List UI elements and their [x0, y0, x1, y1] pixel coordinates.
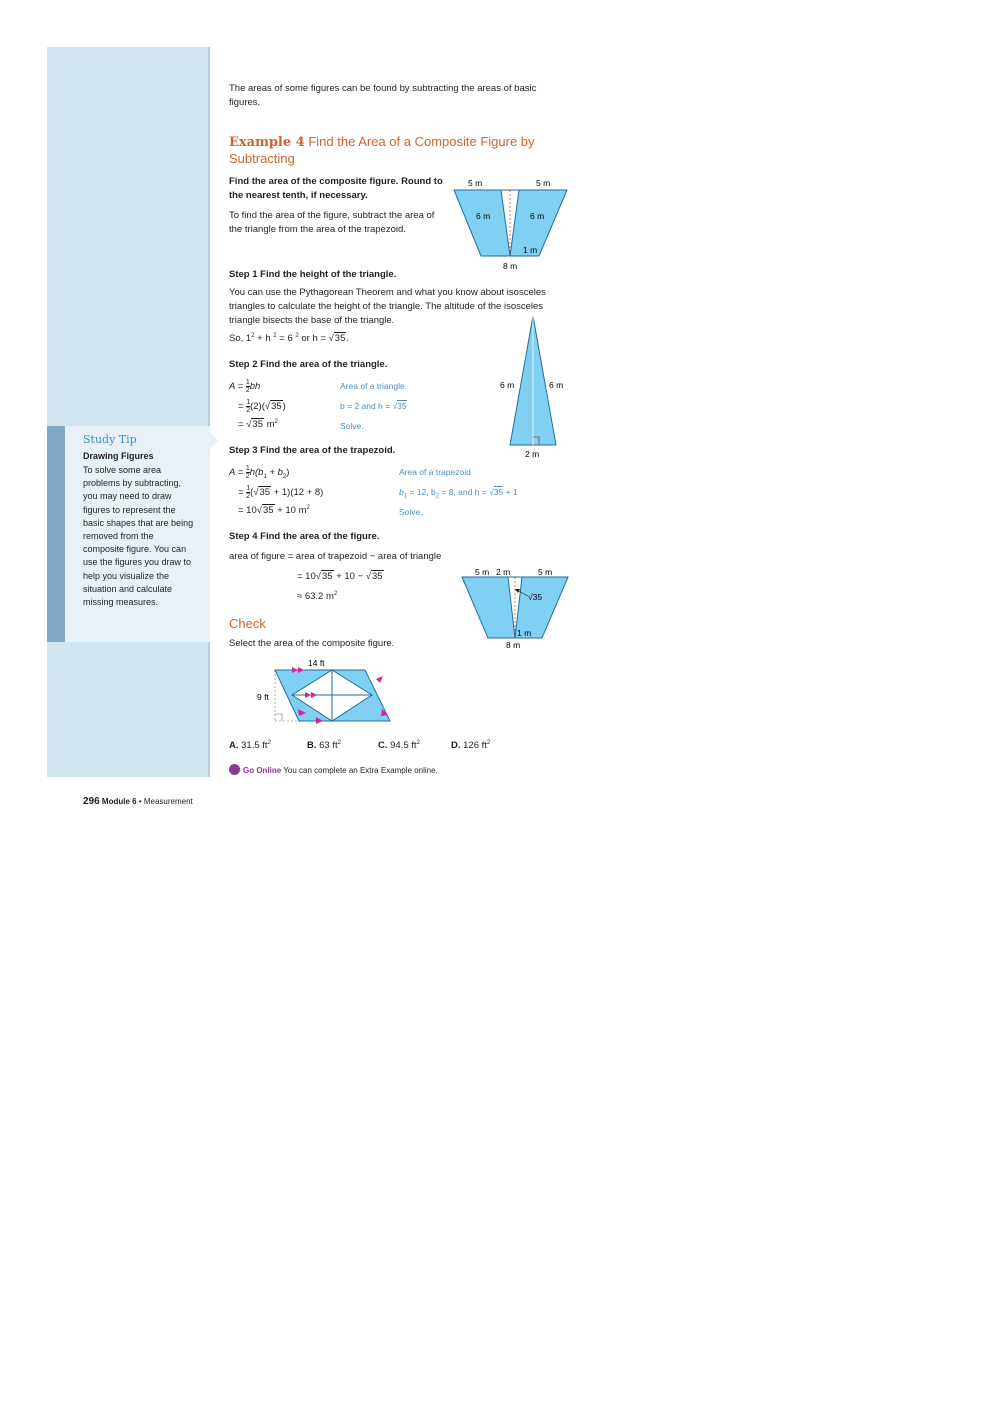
- step4-heading: Step 4 Find the area of the figure.: [229, 531, 380, 542]
- step4-l2-root: 35: [321, 571, 333, 582]
- answer-value: 31.5 ft: [241, 740, 268, 752]
- answer-choice-d[interactable]: [451, 740, 490, 751]
- figure3-top-mid-label: 2 m: [496, 567, 511, 577]
- step2-heading: Step 2 Find the area of the triangle.: [229, 359, 388, 370]
- step2-l3-sup: 2: [274, 419, 278, 425]
- answer-sup: 2: [486, 740, 491, 746]
- check-side-label: 9 ft: [257, 692, 269, 702]
- study-tip-accent-bar: [47, 426, 65, 642]
- step2-l3-end: m: [263, 419, 275, 431]
- step3-l3-root: 35: [262, 505, 274, 517]
- step3-l3-end: + 10 m: [274, 505, 307, 517]
- figure2-left-label: 6 m: [500, 380, 515, 390]
- step2-line3: = √35 $m^2$: [238, 419, 278, 431]
- check-side-arrow: [376, 676, 383, 683]
- step3-l3-text: = 10: [238, 505, 257, 517]
- step3-line1: [229, 465, 289, 480]
- step1-eq-part: or h =: [298, 333, 329, 345]
- step1-eq-part: .: [346, 333, 349, 345]
- step2-l2-root: 35: [271, 401, 282, 413]
- intro-text: The areas of some figures can be found by subtracting the areas of basic figures.: [229, 83, 537, 108]
- figure1-inner-label: 1 m: [523, 245, 538, 255]
- figure1-top-right-label: 5 m: [536, 178, 551, 188]
- answer-sup: 2: [337, 740, 341, 746]
- step1-eq-sup: 2: [251, 333, 255, 339]
- figure1-bottom-label: 8 m: [503, 261, 518, 271]
- answer-letter: C.: [378, 740, 388, 752]
- step4-l2-text: + 10 −: [333, 571, 366, 582]
- study-tip-pointer: [208, 430, 218, 452]
- footer-module: Module 6: [101, 797, 137, 806]
- fraction-num: 1: [246, 399, 251, 406]
- step2-l2-end: (2)(: [250, 401, 265, 413]
- example-prompt: Find the area of the composite figure. Round to the nearest tenth, if necessary.: [229, 176, 443, 201]
- answer-letter: D.: [451, 740, 461, 752]
- answer-sup: 2: [416, 740, 420, 746]
- study-tip-title: Study Tip: [83, 433, 137, 446]
- step1-heading: Step 1 Find the height of the triangle.: [229, 269, 397, 280]
- step3-l2-root: 35: [259, 487, 271, 499]
- step1-eq-part: + h: [254, 333, 274, 345]
- step3-note2-sub: 2: [435, 493, 440, 500]
- triangle-figure: [496, 312, 571, 462]
- composite-figure-2: [458, 564, 573, 654]
- step2-note1: Area of a triangle: [340, 381, 405, 391]
- example-title: [229, 134, 559, 167]
- check-figure: [250, 655, 400, 727]
- go-online-label: Go Online: [243, 766, 282, 775]
- fraction-num: 1: [245, 379, 250, 386]
- fraction-den: 2: [246, 407, 251, 414]
- step3-l1-sub: 2: [282, 473, 287, 480]
- step3-line2: = $\frac{1}{2}$ (√35 + 1)(12 + 8): [238, 485, 324, 500]
- step3-note1: Area of a trapezoid: [399, 467, 471, 477]
- step4-line1: area of figure = area of trapezoid − area of triangle: [229, 551, 442, 562]
- answer-sup: 2: [267, 740, 271, 746]
- step4-l2-root: 35: [372, 571, 383, 582]
- fraction-num: 1: [246, 485, 251, 492]
- step2-l1-text: A =: [229, 381, 246, 393]
- step3-note3: Solve.: [399, 507, 423, 517]
- step3-note2-text: = 8, and h =: [439, 487, 490, 497]
- fraction-den: 2: [245, 473, 250, 480]
- step3-note2-root: 35: [493, 487, 504, 497]
- step3-line3: = 10√35 + 10 $m^2$: [238, 505, 310, 517]
- answer-value: 94.5 ft: [390, 740, 417, 752]
- step4-l3-sup: 2: [333, 591, 338, 597]
- step1-eq-root: 35: [334, 333, 346, 345]
- figure3-root-value: 35: [532, 592, 543, 602]
- study-tip-heading: Drawing Figures: [83, 451, 154, 461]
- step1-eq-sup: 2: [295, 333, 299, 339]
- step2-note3: Solve.: [340, 421, 364, 431]
- answer-value: 63 ft: [319, 740, 338, 752]
- example-explanation: To find the area of the figure, subtract the area of the triangle from the area of the trapezoid.: [229, 210, 435, 235]
- page-footer: [83, 796, 193, 807]
- answer-letter: A.: [229, 740, 239, 752]
- figure3-root-label: √35: [528, 592, 543, 602]
- step2-line1: [229, 379, 260, 394]
- step3-l2-open: (: [250, 487, 254, 499]
- go-online-link[interactable]: [229, 764, 438, 775]
- sidebar-divider: [208, 47, 210, 777]
- answer-choice-b[interactable]: [307, 740, 341, 751]
- step4-l3-text: ≈ 63.2 m: [297, 591, 334, 603]
- fraction-num: 1: [245, 465, 250, 472]
- answer-choice-a[interactable]: [229, 740, 271, 751]
- step3-l2-end: + 1)(12 + 8): [271, 487, 324, 499]
- go-online-icon: [229, 764, 240, 775]
- step3-l1-text: A =: [229, 467, 246, 479]
- answer-choice-c[interactable]: [378, 740, 420, 751]
- step3-l3-sup: 2: [306, 505, 310, 511]
- figure3-top-right-label: 5 m: [538, 567, 553, 577]
- composite-figure-1: [448, 172, 573, 272]
- step1-text: You can use the Pythagorean Theorem and what you know about isosceles triangles to calculate the height of the triangle. The altitude of the isosceles triangle bisects the base of the triangle.: [229, 287, 546, 326]
- example-label: Example 4: [229, 135, 305, 150]
- fraction-den: 2: [246, 493, 251, 500]
- sidebar-panel: [47, 47, 209, 777]
- step2-line2: = $\frac{1}{2}$ (2)(√35): [238, 399, 286, 414]
- footer-topic: Measurement: [143, 797, 193, 806]
- step3-heading: Step 3 Find the area of the trapezoid.: [229, 445, 396, 456]
- figure1-side-left-label: 6 m: [476, 211, 491, 221]
- check-prompt: Select the area of the composite figure.: [229, 638, 395, 649]
- step1-eq-part: = 6: [276, 333, 296, 345]
- step3-l1-plus: + b: [266, 467, 283, 479]
- go-online-text: You can complete an Extra Example online.: [281, 766, 438, 775]
- figure2-base-label: 2 m: [525, 449, 540, 459]
- figure3-bottom-label: 8 m: [506, 640, 521, 650]
- step2-l3-text: =: [238, 419, 247, 431]
- figure2-right-label: 6 m: [549, 380, 564, 390]
- step3-note2-text: = 12, b: [407, 487, 436, 497]
- check-top-label: 14 ft: [308, 658, 325, 668]
- study-tip-body: To solve some area problems by subtracting, you may need to draw figures to represent the basic shapes that are being removed from the composite figure. You can use the figures you draw to help you visualize the situation and calculate missing measures.: [83, 465, 194, 608]
- step1-eq-part: So, 1: [229, 333, 252, 345]
- step3-note2: $b_1 = 12$, $b_2 = 8$, and h = √35 + 1: [399, 487, 518, 500]
- answer-letter: B.: [307, 740, 317, 752]
- check-right-angle: [275, 714, 282, 721]
- step2-note2-text: b = 2 and h =: [340, 401, 393, 411]
- example-title-text: Find the Area of a Composite Figure by Subtracting: [229, 134, 535, 166]
- figure1-top-left-label: 5 m: [468, 178, 483, 188]
- step3-note2-sub: 1: [403, 493, 408, 500]
- step2-l2-close: ): [282, 401, 286, 413]
- figure3-top-left-label: 5 m: [475, 567, 490, 577]
- step4-line2: = 10√35 + 10 − √35: [297, 571, 383, 582]
- step3-l1-close: ): [286, 467, 290, 479]
- step2-l1-end: bh: [249, 381, 261, 393]
- step3-l1-sub: 1: [263, 473, 267, 480]
- step1-eq-sup: 2: [273, 333, 277, 339]
- fraction-den: 2: [245, 387, 250, 394]
- step2-note2-root: 35: [397, 401, 407, 411]
- figure1-side-right-label: 6 m: [530, 211, 545, 221]
- step3-l2-text: =: [238, 487, 247, 499]
- step3-note2-text: b: [399, 487, 404, 497]
- footer-separator: •: [136, 797, 144, 806]
- step4-l2-text: = 10: [297, 571, 316, 582]
- answer-value: 126 ft: [463, 740, 487, 752]
- step3-note2-text: + 1: [503, 487, 518, 497]
- step2-l3-root: 35: [252, 419, 263, 431]
- page-number: 296: [83, 796, 100, 807]
- figure3-inner-label: 1 m: [517, 628, 532, 638]
- step2-l2-text: =: [238, 401, 247, 413]
- step3-l1-end: h(b: [249, 467, 264, 479]
- step1-equation: So, $1^2 + h$ $^2$ = 6 $^2$ or h = √35.: [229, 333, 349, 345]
- check-title: Check: [229, 616, 266, 631]
- step4-line3: [297, 591, 337, 602]
- step2-note2: b = 2 and h = √35: [340, 401, 407, 411]
